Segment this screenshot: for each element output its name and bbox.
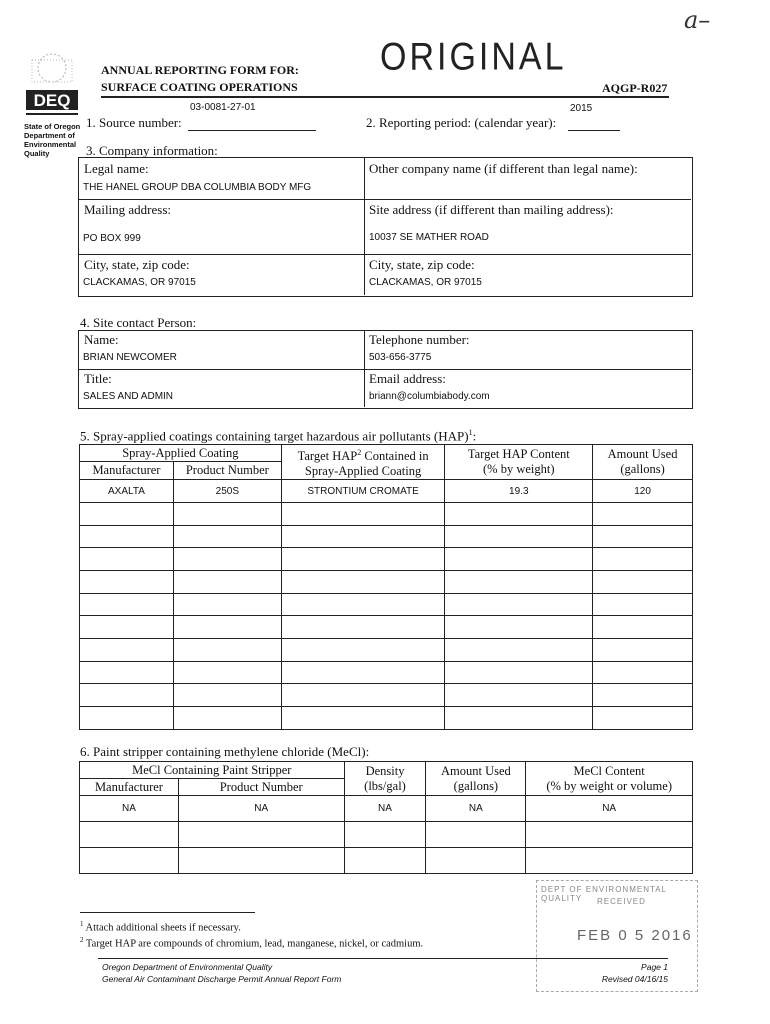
hap-table-row-cell[interactable] — [281, 570, 445, 593]
target-hap-header-a: Target HAP — [297, 449, 358, 464]
company-row-divider — [79, 199, 691, 200]
hap-table-row-cell[interactable] — [80, 525, 174, 548]
footnote-rule — [80, 912, 255, 913]
received-stamp-date: FEB 0 5 2016 — [577, 927, 693, 944]
deq-logo — [24, 50, 80, 122]
target-hap-header-sup: 2 — [357, 448, 362, 457]
hap-section-colon: : — [472, 428, 477, 444]
site-contact-label: 4. Site contact Person: — [80, 315, 197, 330]
footer-rule — [98, 958, 668, 959]
mecl-table-row-cell[interactable] — [426, 822, 526, 848]
contact-name-label: Name: — [84, 332, 119, 347]
hap-table-row-cell[interactable] — [593, 661, 693, 684]
hap-content-header-b: (% by weight) — [483, 462, 555, 477]
mecl-table-row — [80, 822, 693, 848]
email-value[interactable]: briann@columbiabody.com — [369, 391, 490, 402]
hap-table-row-cell[interactable]: AXALTA — [80, 480, 174, 503]
hap-table-row-cell[interactable] — [80, 570, 174, 593]
telephone-value[interactable]: 503-656-3775 — [369, 352, 432, 363]
mecl-table-row — [80, 848, 693, 874]
hap-table-row-cell[interactable] — [173, 570, 281, 593]
company-info-label: 3. Company information: — [86, 143, 218, 158]
reporting-period-line — [568, 130, 620, 131]
hap-section-sup: 1 — [468, 428, 473, 437]
mailing-address-value[interactable]: PO BOX 999 — [83, 233, 141, 244]
form-title-line1: ANNUAL REPORTING FORM FOR: — [101, 63, 299, 77]
hap-table-row-cell[interactable] — [173, 638, 281, 661]
mecl-table-row-cell[interactable] — [344, 822, 426, 848]
contact-title-label: Title: — [84, 371, 112, 386]
mecl-amount-header-b: (gallons) — [453, 778, 499, 793]
site-contact-table — [78, 330, 693, 409]
density-header — [344, 762, 426, 796]
target-hap-header-c: Spray-Applied Coating — [304, 464, 422, 479]
received-stamp-agency: DEPT OF ENVIRONMENTAL QUALITY — [541, 885, 667, 903]
legal-name-value[interactable]: THE HANEL GROUP DBA COLUMBIA BODY MFG — [83, 182, 312, 193]
mecl-table-row-cell[interactable] — [80, 822, 179, 848]
hap-table-row-cell[interactable] — [80, 638, 174, 661]
hap-table-row-cell[interactable] — [281, 502, 445, 525]
legal-name-label: Legal name: — [84, 161, 149, 176]
hap-table-row-cell[interactable] — [593, 638, 693, 661]
hap-table-row-cell[interactable] — [80, 661, 174, 684]
hap-table-row-cell[interactable]: 250S — [173, 480, 281, 503]
mecl-table-row-cell[interactable]: NA — [526, 796, 693, 822]
mecl-content-header-b: (% by weight or volume) — [546, 778, 672, 793]
hap-table-row-cell[interactable] — [80, 593, 174, 616]
agency-line: Environmental — [24, 140, 77, 149]
mecl-amount-header — [426, 762, 526, 796]
mecl-table-row-cell[interactable] — [344, 848, 426, 874]
hap-coatings-table — [79, 444, 693, 730]
source-number-label: 1. Source number: — [86, 115, 182, 130]
hap-table-row-cell[interactable] — [80, 707, 174, 730]
hap-table-row-cell[interactable]: 120 — [593, 480, 693, 503]
site-address-value[interactable]: 10037 SE MATHER ROAD — [369, 232, 489, 243]
hap-table-row-cell[interactable] — [80, 548, 174, 571]
hap-table-row-cell[interactable] — [593, 502, 693, 525]
hap-table-row — [80, 570, 693, 593]
company-row-divider — [79, 254, 691, 255]
footnote-1-mark: 1 — [80, 920, 84, 928]
mailing-address-label: Mailing address: — [84, 202, 172, 217]
contact-title-value[interactable]: SALES AND ADMIN — [83, 391, 174, 402]
hap-table-row-cell[interactable] — [173, 593, 281, 616]
agency-line: State of Oregon — [24, 122, 81, 131]
hap-table-row-cell[interactable] — [281, 525, 445, 548]
agency-line: Department of — [24, 131, 75, 140]
footer-page: Page 1 — [641, 962, 668, 972]
mecl-table-row-cell[interactable] — [526, 822, 693, 848]
footnote-1 — [80, 920, 241, 934]
hap-table-row — [80, 707, 693, 730]
mecl-content-header — [526, 762, 693, 796]
mecl-table-row-cell[interactable]: NA — [178, 796, 344, 822]
hap-section-text: 5. Spray-applied coatings containing target hazardous air pollutants (HAP) — [80, 428, 469, 444]
hap-table-row — [80, 525, 693, 548]
mecl-section-label: 6. Paint stripper containing methylene chloride (MeCl): — [80, 744, 370, 759]
hap-table-row-cell[interactable] — [80, 684, 174, 707]
site-city-state-zip-value[interactable]: CLACKAMAS, OR 97015 — [369, 277, 482, 288]
header-rule — [101, 96, 669, 98]
site-city-state-zip-label: City, state, zip code: — [369, 257, 475, 272]
mecl-table-row-cell[interactable]: NA — [426, 796, 526, 822]
hap-table-row-cell[interactable] — [445, 707, 593, 730]
mecl-product-header: Product Number — [178, 779, 344, 796]
source-number-line — [188, 130, 316, 131]
hap-table-row-cell[interactable] — [281, 638, 445, 661]
hap-content-header-a: Target HAP Content — [467, 447, 570, 462]
hap-section-label — [80, 428, 476, 444]
hap-table-row — [80, 616, 693, 639]
mecl-table-row-cell[interactable]: NA — [344, 796, 426, 822]
hap-table-row-cell[interactable] — [173, 548, 281, 571]
agency-line: Quality — [24, 149, 50, 158]
hap-table-row-cell[interactable] — [173, 502, 281, 525]
hap-amount-header-b: (gallons) — [620, 462, 665, 477]
footer-left — [102, 961, 341, 985]
hap-table-row-cell[interactable] — [173, 684, 281, 707]
deq-logo-text: DEQ — [33, 91, 71, 110]
reporting-period-value[interactable]: 2015 — [570, 103, 593, 114]
footnote-1-text: Attach additional sheets if necessary. — [83, 922, 241, 934]
mecl-table — [79, 761, 693, 874]
hap-table-row-cell[interactable] — [593, 548, 693, 571]
footnote-2 — [80, 936, 423, 950]
hap-table-row-cell[interactable] — [281, 616, 445, 639]
hap-table-row-cell[interactable] — [445, 684, 593, 707]
target-hap-header — [281, 445, 445, 480]
hap-table-row-cell[interactable] — [173, 661, 281, 684]
mecl-table-row-cell[interactable] — [178, 848, 344, 874]
mecl-table-row-cell[interactable] — [80, 848, 179, 874]
hap-table-row-cell[interactable] — [445, 525, 593, 548]
mecl-table-row-cell[interactable] — [526, 848, 693, 874]
hap-table-row — [80, 502, 693, 525]
density-header-a: Density — [365, 763, 405, 778]
hap-table-row-cell[interactable] — [281, 707, 445, 730]
hap-table-row-cell[interactable] — [281, 593, 445, 616]
contact-name-value[interactable]: BRIAN NEWCOMER — [83, 352, 177, 363]
mecl-table-row-cell[interactable]: NA — [80, 796, 179, 822]
spray-coating-group-header: Spray-Applied Coating — [80, 445, 282, 462]
hap-table-row-cell[interactable] — [445, 570, 593, 593]
mecl-manufacturer-header: Manufacturer — [80, 779, 179, 796]
hap-table-row-cell[interactable] — [445, 548, 593, 571]
hap-amount-header-a: Amount Used — [607, 447, 678, 462]
mecl-group-header: MeCl Containing Paint Stripper — [80, 762, 345, 779]
corner-handwritten-mark: a– — [684, 6, 711, 34]
hap-table-row — [80, 684, 693, 707]
mecl-amount-header-a: Amount Used — [440, 763, 511, 778]
hap-table-row-cell[interactable] — [281, 684, 445, 707]
hap-table-row — [80, 480, 693, 503]
hap-table-row — [80, 638, 693, 661]
hap-table-row-cell[interactable]: 19.3 — [445, 480, 593, 503]
hap-table-row-cell[interactable] — [80, 616, 174, 639]
hap-table-row-cell[interactable] — [593, 525, 693, 548]
footnote-2-text: Target HAP are compounds of chromium, lead, manganese, nickel, or cadmium. — [83, 938, 424, 950]
hap-table-row-cell[interactable] — [281, 661, 445, 684]
mecl-content-header-a: MeCl Content — [573, 763, 645, 778]
hap-amount-header — [593, 445, 693, 480]
target-hap-header-b: Contained in — [361, 449, 429, 464]
manufacturer-header: Manufacturer — [80, 462, 174, 480]
footnote-2-mark: 2 — [80, 936, 84, 944]
hap-table-row-cell[interactable] — [445, 502, 593, 525]
form-title-line2: SURFACE COATING OPERATIONS — [101, 80, 298, 94]
reporting-period-label: 2. Reporting period: (calendar year): — [366, 115, 557, 130]
hap-table-row-cell[interactable] — [445, 638, 593, 661]
density-header-b: (lbs/gal) — [364, 778, 406, 793]
hap-table-row-cell[interactable] — [445, 661, 593, 684]
form-code: AQGP-R027 — [602, 81, 668, 95]
other-name-label: Other company name (if different than legal name): — [369, 161, 638, 176]
hap-table-row-cell[interactable] — [593, 570, 693, 593]
company-info-table — [78, 157, 693, 297]
contact-row-divider — [79, 369, 691, 370]
hap-table-row-cell[interactable] — [173, 616, 281, 639]
hap-table-row-cell[interactable] — [593, 616, 693, 639]
footer-right — [600, 961, 668, 985]
hap-table-row — [80, 548, 693, 571]
hap-table-row-cell[interactable] — [173, 525, 281, 548]
footer-form-name: General Air Contaminant Discharge Permit Annual Report Form — [102, 974, 342, 984]
hap-table-row-cell[interactable] — [445, 616, 593, 639]
hap-table-row-cell[interactable] — [593, 707, 693, 730]
telephone-label: Telephone number: — [369, 332, 470, 347]
city-state-zip-value[interactable]: CLACKAMAS, OR 97015 — [83, 277, 196, 288]
mecl-table-row-cell[interactable] — [426, 848, 526, 874]
footer-revised: Revised 04/16/15 — [601, 974, 668, 984]
company-divider — [364, 158, 365, 295]
source-number-value[interactable]: 03-0081-27-01 — [190, 102, 256, 113]
footer-agency: Oregon Department of Environmental Quality — [102, 962, 273, 972]
mecl-table-row — [80, 796, 693, 822]
site-address-label: Site address (if different than mailing address): — [369, 202, 614, 217]
email-label: Email address: — [369, 371, 446, 386]
agency-name — [24, 122, 80, 158]
original-stamp: ORIGINAL — [380, 35, 567, 79]
mecl-table-row-cell[interactable] — [178, 822, 344, 848]
hap-table-row-cell[interactable]: STRONTIUM CROMATE — [281, 480, 445, 503]
city-state-zip-label: City, state, zip code: — [84, 257, 190, 272]
hap-table-row-cell[interactable] — [445, 593, 593, 616]
hap-table-row — [80, 593, 693, 616]
hap-table-row — [80, 661, 693, 684]
product-number-header: Product Number — [173, 462, 281, 480]
hap-content-header — [445, 445, 593, 480]
hap-table-row-cell[interactable] — [593, 684, 693, 707]
received-stamp-received: RECEIVED — [597, 897, 646, 906]
hap-table-row-cell[interactable] — [80, 502, 174, 525]
hap-table-row-cell[interactable] — [173, 707, 281, 730]
hap-table-row-cell[interactable] — [281, 548, 445, 571]
hap-table-row-cell[interactable] — [593, 593, 693, 616]
form-title — [101, 62, 299, 96]
